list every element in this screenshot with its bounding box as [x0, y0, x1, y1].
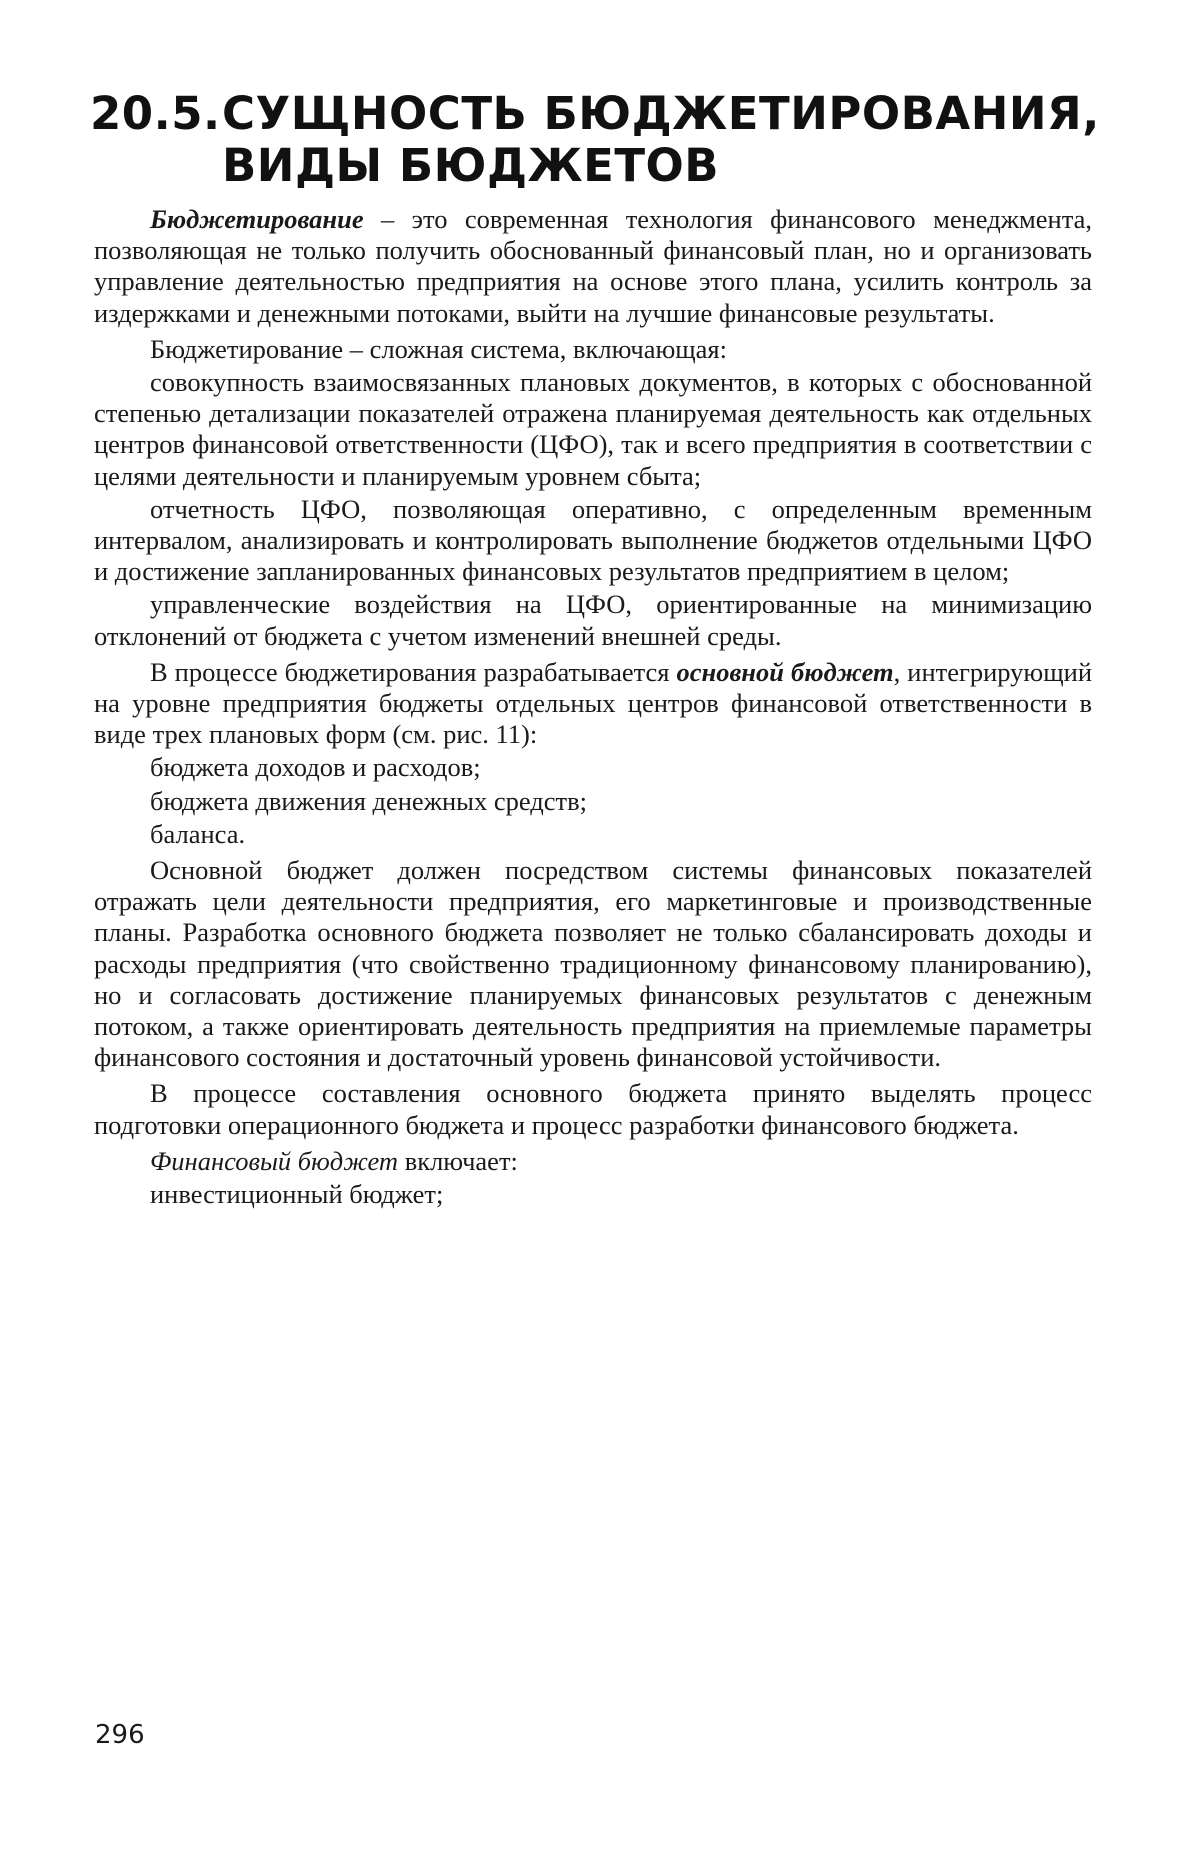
section-title-line1: СУЩНОСТЬ БЮДЖЕТИРОВАНИЯ, [222, 87, 1100, 140]
paragraph-financial-budget [94, 1146, 1092, 1177]
text-run: В процессе бюджетирования разрабатывается [150, 656, 677, 687]
list-item: управленческие воздействия на ЦФО, ориентированные на минимизацию отклонений от бюджета с учетом изменений внешней среды. [94, 589, 1092, 651]
paragraph-master-budget [94, 657, 1092, 751]
list-item: отчетность ЦФО, позволяющая оперативно, с определенным временным интервалом, анализировать и контролировать выполнение бюджетов отдельными ЦФО и достижение запланированных финансовых результатов предприятием в целом; [94, 493, 1092, 587]
term-master-budget: основной бюджет [676, 656, 894, 687]
section-title-line2: ВИДЫ БЮДЖЕТОВ [222, 139, 720, 192]
text-run: , интегрирующий на уровне предприятия бюджеты отдельных центров финансовой ответственности в виде трех плановых форм (см. рис. 11): [94, 656, 1092, 750]
term-budgeting: Бюджетирование [150, 204, 364, 234]
list-item: инвестиционный бюджет; [150, 1179, 444, 1210]
paragraph-definition [94, 204, 1092, 329]
list-item: бюджета движения денежных средств; [150, 785, 587, 816]
list-item: совокупность взаимосвязанных плановых документов, в которых с обоснованной степенью детализации показателей отражена планируемая деятельность как отдельных центров финансовой ответственности (ЦФО), так и всего предприятия в соответствии с целями деятельности и планируемым уровнем сбыта; [94, 367, 1092, 491]
paragraph-master-budget-purpose: Основной бюджет должен посредством системы финансовых показателей отражать цели деятельности предприятия, его маркетинговые и производственные планы. Разработка основного бюджета позволяет не только сбалансировать доходы и расходы предприятия (что свойственно традиционному финансовому планированию), но и согласовать достижение планируемых финансовых результатов с денежным потоком, а также ориентировать деятельность предприятия на приемлемые параметры финансового состояния и достаточный уровень финансовой устойчивости. [94, 855, 1092, 1073]
list-item: бюджета доходов и расходов; [150, 752, 481, 783]
paragraph-budget-process: В процессе составления основного бюджета принято выделять процесс подготовки операционного бюджета и процесс разработки финансового бюджета. [94, 1078, 1092, 1140]
term-financial-budget: Финансовый бюджет [150, 1145, 399, 1176]
definition-text: – это современная технология финансового менеджмента, позволяющая не только получить обоснованный финансовый план, но и организовать управление деятельностью предприятия на основе этого плана, усилить контроль за издержками и денежными потоками, выйти на лучшие финансовые результаты. [94, 204, 1092, 328]
page-number: 296 [95, 1720, 145, 1750]
list-item: баланса. [150, 818, 246, 849]
section-number: 20.5. [90, 87, 221, 140]
text-run: включает: [398, 1145, 518, 1176]
body-text [94, 204, 1092, 1210]
paragraph-system-intro: Бюджетирование – сложная система, включающая: [150, 333, 727, 364]
section-heading [90, 88, 1110, 192]
